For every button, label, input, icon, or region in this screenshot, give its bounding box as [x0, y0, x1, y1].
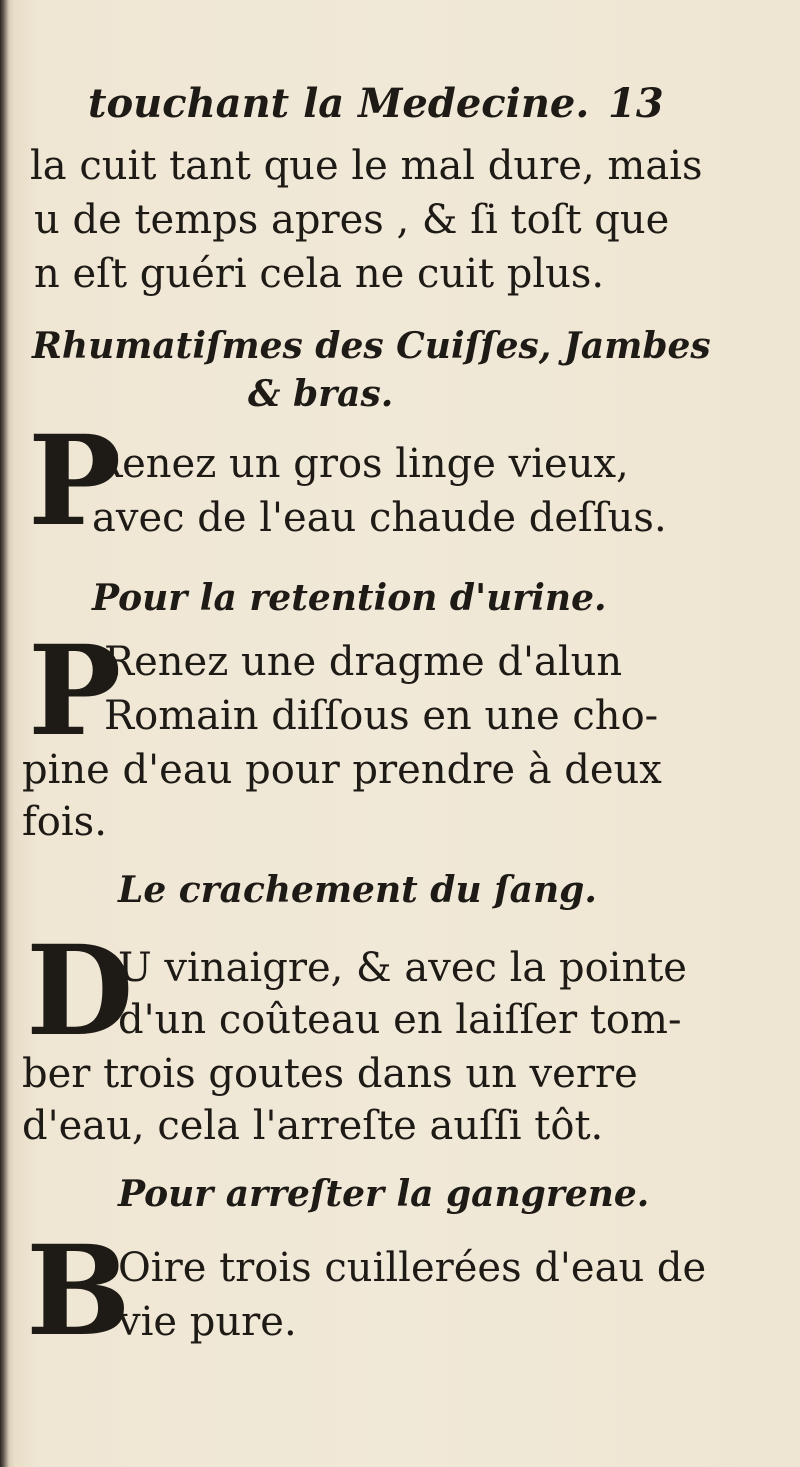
- text-line: vie pure.: [118, 1299, 297, 1345]
- section-heading: Le crachement du ſang.: [118, 869, 597, 911]
- text-line: pine d'eau pour prendre à deux: [22, 747, 662, 793]
- text-line: avec de l'eau chaude deſſus.: [92, 495, 667, 541]
- section-heading: Rhumatiſmes des Cuiſſes, Jambes: [32, 325, 711, 367]
- drop-cap: B: [26, 1219, 131, 1364]
- text-line: n eſt guéri cela ne cuit plus.: [34, 251, 605, 297]
- text-line: Romain diſſous en une cho-: [104, 693, 659, 739]
- text-line: d'un coûteau en laiſſer tom-: [118, 997, 682, 1043]
- section-heading: Pour arreſter la gangrene.: [118, 1173, 650, 1215]
- page-gutter: [0, 0, 14, 1467]
- text-line: u de temps apres , & ſi toſt que: [34, 197, 670, 243]
- header-title: touchant la Medecine.: [88, 80, 590, 127]
- text-line: Oire trois cuillerées d'eau de: [118, 1245, 707, 1291]
- text-line: d'eau, cela l'arreſte auſſi tôt.: [22, 1103, 604, 1149]
- text-line: ber trois goutes dans un verre: [22, 1051, 638, 1097]
- section-heading: Pour la retention d'urine.: [92, 577, 607, 619]
- page-number: 13: [608, 80, 664, 127]
- section-heading: & bras.: [248, 373, 394, 415]
- drop-cap: D: [26, 919, 134, 1064]
- drop-cap: P: [28, 409, 122, 554]
- text-line: Renez un gros linge vieux,: [92, 441, 629, 487]
- text-line: Renez une dragme d'alun: [104, 639, 623, 685]
- drop-cap: P: [28, 619, 122, 764]
- text-line: la cuit tant que le mal dure, mais: [30, 143, 703, 189]
- text-line: fois.: [22, 799, 107, 845]
- text-line: U vinaigre, & avec la pointe: [118, 945, 687, 991]
